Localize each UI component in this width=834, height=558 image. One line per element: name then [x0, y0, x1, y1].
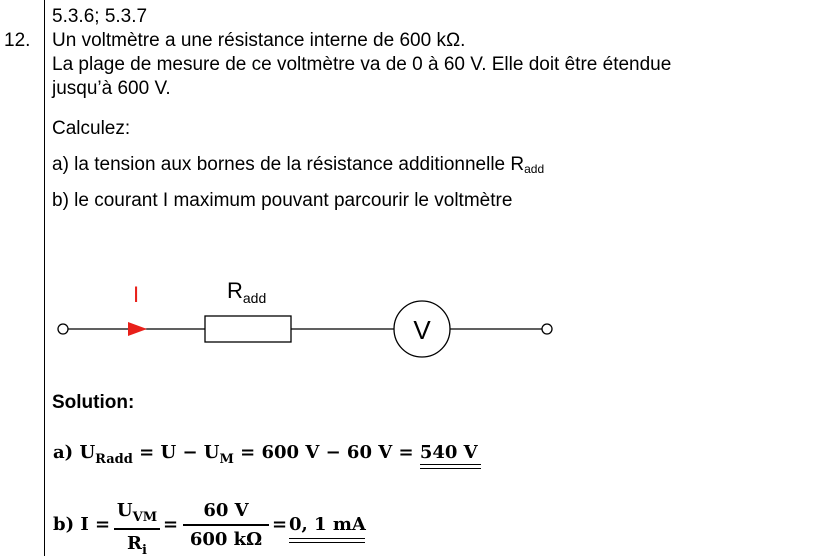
- fraction-2-denominator: 600 kΩ: [189, 529, 263, 550]
- solution-b-equals-1: =: [163, 514, 179, 535]
- result-a-underline-2: [420, 468, 481, 469]
- solution-b-result: 0, 1 mA: [289, 514, 366, 535]
- solution-a-mid: = U − U: [132, 442, 220, 463]
- fraction-values: [183, 500, 269, 550]
- solution-a-rest: = 600 V − 60 V =: [233, 442, 420, 463]
- solution-a-sub2: M: [219, 452, 234, 467]
- reference-numbers: 5.3.6; 5.3.7: [52, 6, 148, 27]
- solution-b-prefix: b) I =: [53, 514, 111, 535]
- result-a-underline-1: [420, 464, 481, 465]
- fraction-1-denominator: $R_i$: [127, 533, 147, 558]
- solution-a-sub: Radd: [95, 452, 133, 467]
- left-terminal: [58, 324, 68, 334]
- fraction-1-bar: [114, 528, 160, 530]
- question-a-subscript: add: [524, 162, 545, 176]
- question-a: [52, 154, 544, 176]
- result-b-underline-1: [289, 538, 365, 539]
- question-b: b) le courant I maximum pouvant parcourir le voltmètre: [52, 190, 513, 211]
- current-arrow-icon: [128, 322, 147, 336]
- statement-line-2: La plage de mesure de ce voltmètre va de 0 à 60 V. Elle doit être étendue: [52, 54, 672, 75]
- result-b-underline-2: [289, 542, 365, 543]
- fraction-2-bar: [183, 524, 269, 526]
- resistor-label: $R_{add}$: [227, 278, 267, 306]
- solution-a-result: 540 V: [419, 442, 478, 463]
- statement-line-1: Un voltmètre a une résistance interne de 600 kΩ.: [52, 30, 466, 51]
- resistor-symbol: [205, 316, 291, 342]
- prompt-text: Calculez:: [52, 118, 131, 139]
- solution-a-prefix: a) U: [53, 442, 96, 463]
- exercise-number: 12.: [4, 30, 31, 51]
- fraction-u-over-r: [114, 500, 160, 558]
- right-terminal: [542, 324, 552, 334]
- circuit-diagram: [0, 270, 834, 370]
- voltmeter-label: V: [413, 315, 431, 345]
- fraction-2-numerator: 60 V: [203, 500, 249, 521]
- solution-heading: Solution:: [52, 392, 135, 413]
- current-label: I: [133, 282, 140, 307]
- fraction-1-numerator: $U_{VM}$: [116, 500, 158, 525]
- solution-b-equals-2: =: [272, 514, 288, 535]
- solution-a-equation: [53, 442, 478, 467]
- question-a-text: a) la tension aux bornes de la résistance additionnelle R: [52, 154, 525, 175]
- statement-line-3: jusqu’à 600 V.: [52, 78, 171, 99]
